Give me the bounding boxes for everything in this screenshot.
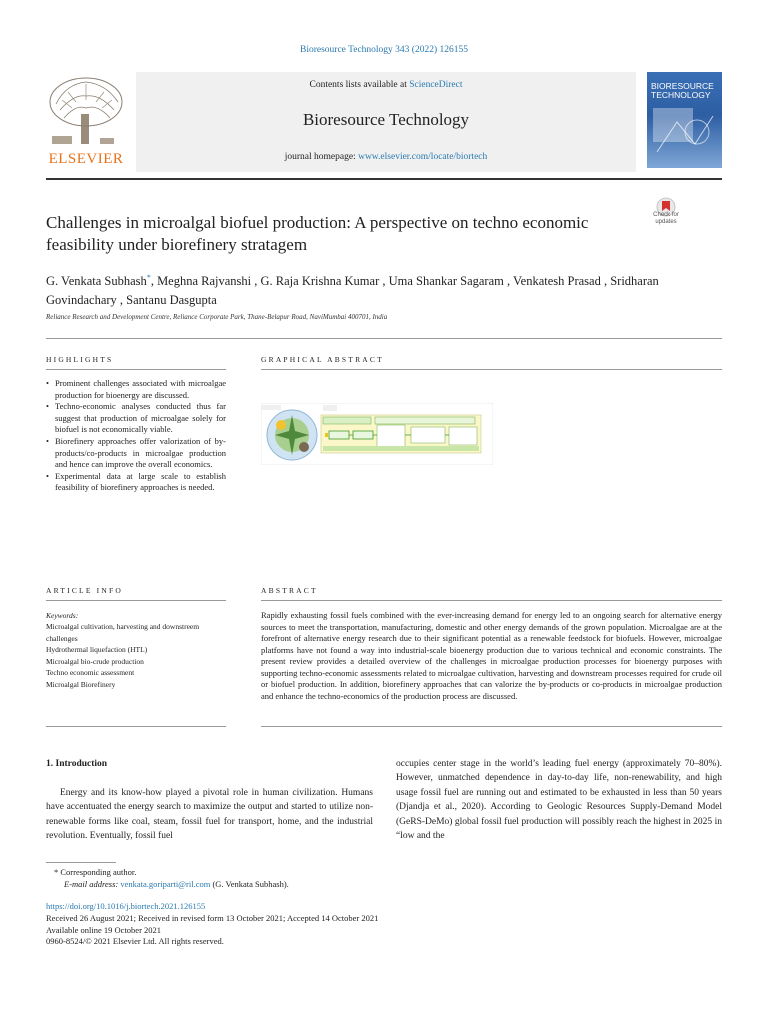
- article-title: Challenges in microalgal biofuel production: A perspective on techno economic feasibility under biorefinery stratagem: [46, 213, 589, 254]
- footnote-rule: [46, 862, 116, 863]
- keyword-item: Microalgal bio-crude production: [46, 656, 144, 666]
- highlight-item: • Experimental data at large scale to establish feasibility of biorefinery approaches is needed.: [46, 471, 226, 494]
- first-author: G. Venkata Subhash: [46, 274, 147, 289]
- abstract-text: Rapidly exhausting fossil fuels combined with the ever-increasing demand for energy led to an ongoing search for alternative energy sources to meet the transportation, manufacturing, domestic and other energy demands of the grown population. Microalgae are at the forefront of alternative energy research due to their significant potential as a renewable feedstock for biofuels. However, microalgae platforms have not found a way into industrial-scale bioenergy production due to various technical and economic constraints. The present review provides a detailed overview of the challenges in microalgae production processes for bioenergy purposes with supporting techno-economic assessments related to microalgae cultivation, harvesting and downstream processes required for crude oil or biofuel production. In addition, biorefinery approaches that can valorize the by-products or co-products in microalgae production and enhance the techno-economics of the production process are discussed.: [261, 610, 722, 701]
- available-online: Available online 19 October 2021: [46, 924, 162, 935]
- received-dates: Received 26 August 2021; Received in revised form 13 October 2021; Accepted 14 October 2021: [46, 913, 379, 923]
- abstract-bottom-rule: [261, 726, 722, 727]
- article-info-underline: [46, 600, 226, 601]
- corresponding-mark[interactable]: *: [146, 273, 151, 282]
- journal-title: Bioresource Technology: [302, 110, 470, 129]
- other-authors: , Meghna Rajvanshi , G. Raja Krishna Kumar , Uma Shankar Sagaram , Venkatesh Prasad , Sridharan Govindachary , Santanu Dasgupta: [46, 274, 659, 308]
- cover-art: [647, 72, 722, 168]
- author-list: [46, 268, 686, 310]
- journal-masthead: [46, 72, 722, 172]
- highlight-item: • Techno-economic analyses conducted thus far suggest that production of microalgae solely for biofuel is not economically viable.: [46, 401, 226, 436]
- keywords-list: [46, 621, 226, 690]
- check-for-updates-label[interactable]: Check for updates: [653, 212, 679, 225]
- introduction-right-column: occupies center stage in the world’s leading fuel energy (approximately 70–80%). However, unmatched dependence in day-to-day life, non-renewability, and high usage fossil fuel are running out and estimated to be exhausted in less than 50 years (Djandja et al., 2020). According to Geologic Resources Supply-Demand Model (GeRS-DeMo) global fossil fuel production will possibly reach the highest in 2025 in “low and the: [396, 759, 722, 842]
- affiliation-rule: [46, 338, 722, 339]
- highlight-item: • Prominent challenges associated with microalgae production for bioenergy are discussed.: [46, 378, 226, 401]
- email-author: (G. Venkata Subhash).: [210, 879, 289, 889]
- graphical-abstract-heading: GRAPHICAL ABSTRACT: [261, 355, 384, 364]
- sciencedirect-link[interactable]: ScienceDirect: [409, 80, 463, 90]
- contents-prefix: Contents lists available at: [309, 80, 410, 90]
- highlights-heading: HIGHLIGHTS: [46, 355, 114, 364]
- elsevier-wordmark: ELSEVIER: [48, 151, 124, 167]
- copyright: 0960-8524/© 2021 Elsevier Ltd. All rights reserved.: [46, 936, 224, 946]
- publication-history: [46, 913, 378, 948]
- doi-link[interactable]: https://doi.org/10.1016/j.biortech.2021.126155: [46, 901, 206, 911]
- email-label: E-mail address:: [64, 879, 121, 889]
- graphical-abstract-figure[interactable]: [261, 403, 493, 465]
- homepage-link[interactable]: www.elsevier.com/locate/biortech: [358, 152, 488, 162]
- contents-line: [136, 80, 636, 90]
- keyword-item: Techno economic assessment: [46, 668, 135, 677]
- homepage-line: [136, 152, 636, 162]
- affiliation: Reliance Research and Development Centre, Reliance Corporate Park, Thane-Belapur Road, NaviMumbai 400701, India: [46, 313, 388, 321]
- email-link[interactable]: venkata.goriparti@ril.com: [120, 879, 211, 889]
- keyword-item: Microalgal cultivation, harvesting and downstreem challenges: [46, 622, 200, 643]
- cover-title: BIORESOURCE TECHNOLOGY: [651, 81, 714, 100]
- email-note: [64, 879, 289, 889]
- highlights-underline: [46, 369, 226, 370]
- corresponding-author-note: * Corresponding author.: [54, 867, 137, 877]
- highlight-item: • Biorefinery approaches offer valorization of by-products/co-products in microalgae production and hence can improve the overall economics.: [46, 436, 226, 471]
- keywords-label: Keywords:: [46, 611, 79, 620]
- introduction-left-column: Energy and its know-how played a pivotal role in human civilization. Humans have accentuated the energy search to maximize the output and started to utilize non-renewable forms like coal, steam, fossil fuel for transport, home, and the industrial revolution. Eventually, fossil fuel: [46, 788, 373, 842]
- keyword-item: Microalgal Biorefinery: [46, 679, 116, 689]
- article-info-heading: ARTICLE INFO: [46, 586, 123, 595]
- introduction-heading: 1. Introduction: [46, 759, 108, 769]
- masthead-rule: [46, 178, 722, 180]
- graphical-abstract-underline: [261, 369, 722, 370]
- highlights-list: [46, 378, 226, 494]
- masthead-center: [136, 72, 636, 172]
- journal-citation[interactable]: Bioresource Technology 343 (2022) 126155: [299, 45, 469, 55]
- abstract-underline: [261, 600, 722, 601]
- article-info-bottom-rule: [46, 726, 226, 727]
- abstract-heading: ABSTRACT: [261, 586, 318, 595]
- journal-cover-image: [647, 72, 722, 168]
- keyword-item: Hydrothermal liquefaction (HTL): [46, 645, 148, 654]
- homepage-prefix: journal homepage:: [284, 152, 359, 162]
